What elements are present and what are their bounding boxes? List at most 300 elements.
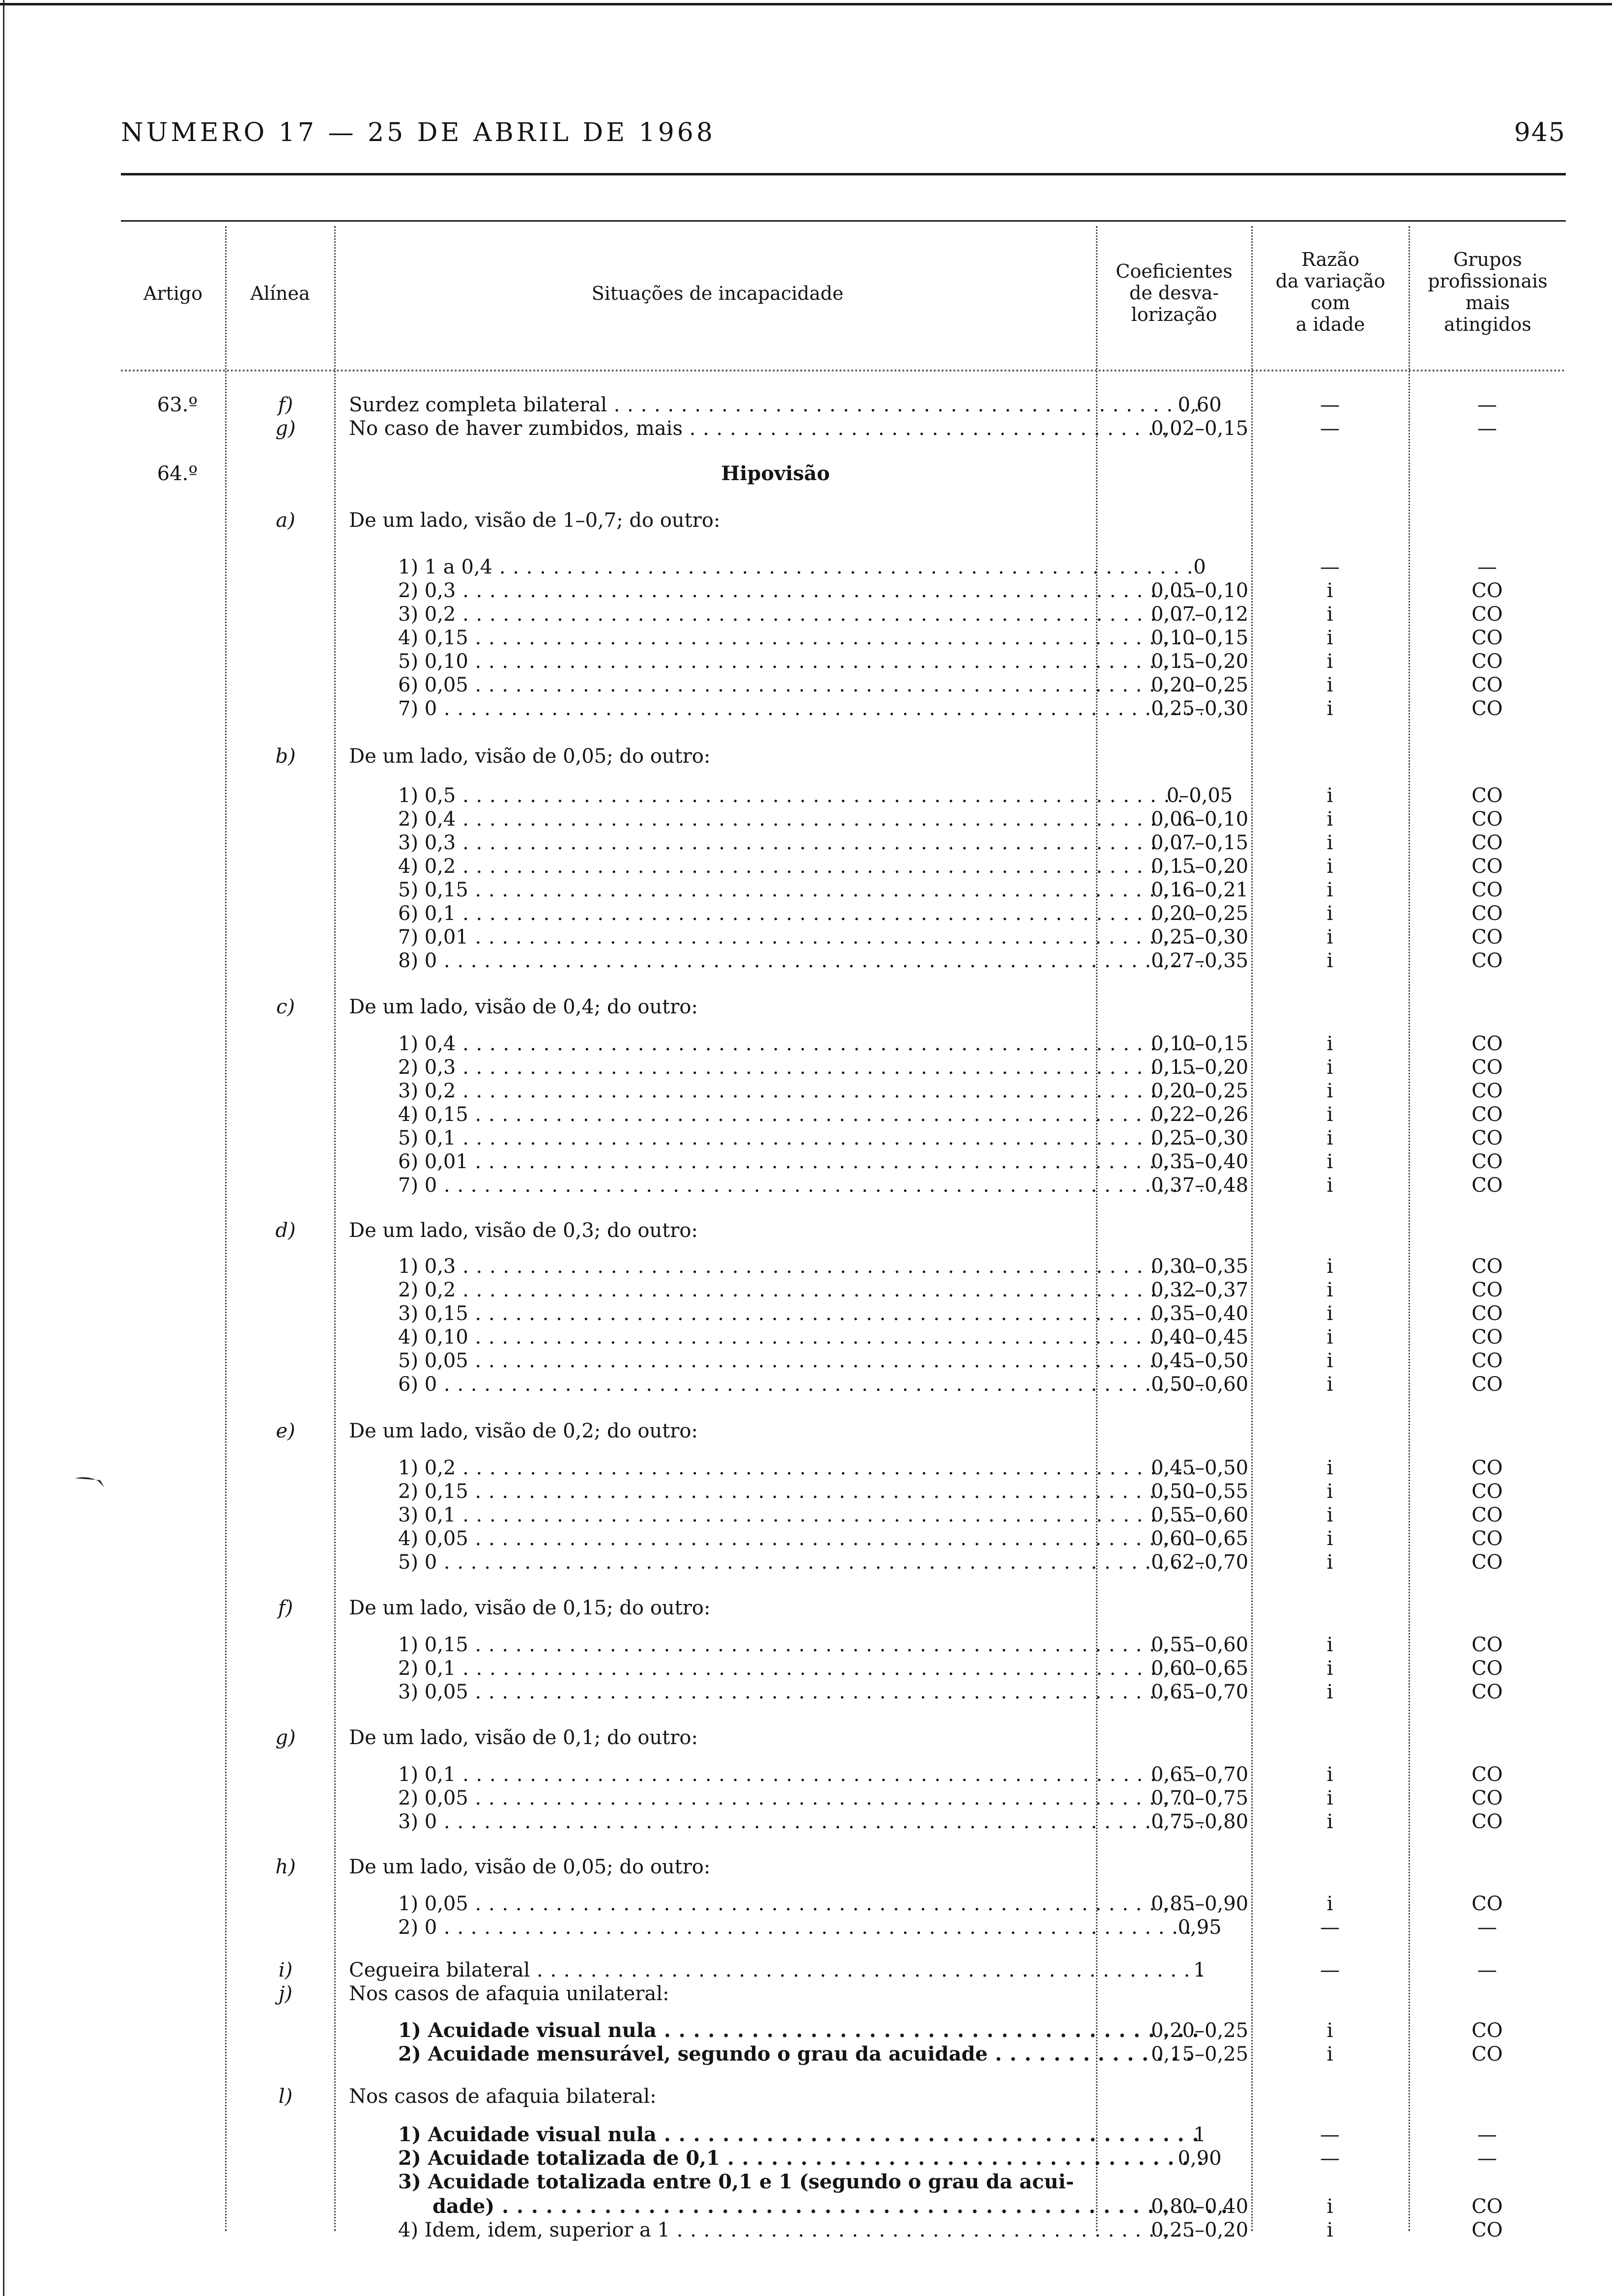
situacao-cell: 1) 0,05 . . . <box>398 1892 1202 1916</box>
razao-cell: i <box>1326 2043 1333 2066</box>
coeficiente-cell: 0,05–0,10 <box>1151 579 1249 602</box>
table-row <box>121 2195 1566 2218</box>
ink-mark <box>74 1474 108 1489</box>
situacao-cell: De um lado, visão de 0,05; do outro: <box>349 745 711 768</box>
col-header-text: Situações de incapacidade <box>591 283 844 304</box>
grupos-cell: CO <box>1471 926 1503 948</box>
table-row <box>121 995 1566 1019</box>
razao-cell: i <box>1326 1681 1333 1703</box>
table-row <box>121 417 1566 440</box>
grupos-cell: CO <box>1471 2195 1503 2218</box>
razao-cell: i <box>1326 674 1333 696</box>
table-row <box>121 2019 1566 2042</box>
situacao-cell: 1) 0,3 . . . <box>398 1255 1202 1278</box>
coeficiente-cell: 0,45–0,50 <box>1151 1349 1249 1372</box>
grupos-cell: CO <box>1471 1763 1503 1786</box>
coeficiente-cell: 0,60 <box>1178 394 1222 416</box>
situacao-cell: 2) 0,3 . . . <box>398 579 1202 603</box>
coeficiente-cell: 0,75–0,80 <box>1151 1810 1249 1833</box>
grupos-cell: CO <box>1471 579 1503 602</box>
coeficiente-cell: 0,55–0,60 <box>1151 1634 1249 1656</box>
table-row <box>121 1219 1566 1242</box>
table-row <box>121 1032 1566 1056</box>
razao-cell: — <box>1320 2147 1340 2170</box>
razao-cell: — <box>1320 1916 1340 1939</box>
situacao-cell: 3) 0,1 . . . <box>398 1503 1202 1527</box>
alinea-cell: f) <box>278 394 293 416</box>
grupos-cell: CO <box>1471 808 1503 831</box>
grupos-cell: — <box>1477 1916 1497 1939</box>
coeficiente-cell: 0,60–0,65 <box>1151 1657 1249 1680</box>
col-header-text: da variação <box>1275 270 1385 292</box>
header-title: NUMERO 17 — 25 DE ABRIL DE 1968 <box>121 118 716 147</box>
section-heading-row <box>121 462 1566 486</box>
grupos-cell: CO <box>1471 1150 1503 1173</box>
razao-cell: i <box>1326 1255 1333 1278</box>
razao-cell: i <box>1326 949 1333 972</box>
grupos-cell: CO <box>1471 832 1503 854</box>
situacao-cell: 8) 0 . . . <box>398 949 1202 973</box>
table-row <box>121 1763 1566 1786</box>
razao-cell: i <box>1326 1150 1333 1173</box>
grupos-cell: CO <box>1471 1080 1503 1102</box>
grupos-cell: CO <box>1471 855 1503 878</box>
grupos-cell: CO <box>1471 1893 1503 1915</box>
table-row <box>121 673 1566 697</box>
razao-cell: i <box>1326 808 1333 831</box>
razao-cell: i <box>1326 879 1333 901</box>
coeficiente-cell: 0,80–0,40 <box>1151 2195 1249 2218</box>
table-row <box>121 1855 1566 1879</box>
col-header-coef <box>1097 260 1251 325</box>
table-row <box>121 745 1566 768</box>
table-row <box>121 831 1566 855</box>
grupos-cell: CO <box>1471 1279 1503 1301</box>
coeficiente-cell: 0,02–0,15 <box>1151 417 1249 440</box>
alinea-cell: d) <box>275 1219 296 1242</box>
grupos-cell: CO <box>1471 1480 1503 1503</box>
coeficiente-cell: 0,15–0,20 <box>1151 855 1249 878</box>
table-row <box>121 509 1566 532</box>
situacao-cell: 3) 0,3 . . . <box>398 831 1202 855</box>
col-header-artigo <box>121 283 225 304</box>
situacao-cell: De um lado, visão de 0,05; do outro: <box>349 1856 711 1878</box>
situacao-cell: 3) 0 . . . <box>398 1810 1202 1834</box>
table-row <box>121 784 1566 807</box>
razao-cell: i <box>1326 926 1333 948</box>
situacao-cell: 3) Acuidade totalizada entre 0,1 e 1 (segundo o grau da acui- <box>398 2170 1074 2193</box>
coeficiente-cell: 0 <box>1193 556 1206 578</box>
coeficiente-cell: 0,20–0,25 <box>1151 674 1249 696</box>
col-header-text: Coeficientes <box>1116 260 1233 282</box>
razao-cell: i <box>1326 697 1333 720</box>
grupos-cell: CO <box>1471 1787 1503 1809</box>
header-rule <box>121 173 1566 175</box>
table-row <box>121 2042 1566 2066</box>
grupos-cell: CO <box>1471 1033 1503 1055</box>
table-row <box>121 1503 1566 1527</box>
grupos-cell: CO <box>1471 1349 1503 1372</box>
col-header-text: Artigo <box>143 283 203 304</box>
coeficiente-cell: 0,32–0,37 <box>1151 1279 1249 1301</box>
razao-cell: i <box>1326 784 1333 807</box>
grupos-cell: CO <box>1471 1373 1503 1396</box>
grupos-cell: CO <box>1471 1174 1503 1197</box>
situacao-cell: 1) 0,1 . . . <box>398 1763 1202 1786</box>
situacao-cell: 6) 0 . . . <box>398 1373 1202 1396</box>
coeficiente-cell: 0,07–0,12 <box>1151 603 1249 626</box>
situacao-cell: 2) Acuidade totalizada de 0,1 . . . <box>398 2147 1202 2170</box>
situacao-cell: 5) 0,1 . . . <box>398 1126 1202 1150</box>
coeficiente-cell: 0,30–0,35 <box>1151 1255 1249 1278</box>
table-row <box>121 949 1566 973</box>
grupos-cell: CO <box>1471 902 1503 925</box>
razao-cell: i <box>1326 627 1333 649</box>
table-row <box>121 1527 1566 1550</box>
situacao-cell: No caso de haver zumbidos, mais . . . <box>349 417 1202 440</box>
table-row <box>121 650 1566 673</box>
razao-cell: i <box>1326 1657 1333 1680</box>
razao-cell: i <box>1326 650 1333 673</box>
razao-cell: — <box>1320 417 1340 440</box>
col-header-situacoes <box>339 283 1096 304</box>
coeficiente-cell: 0,85–0,90 <box>1151 1893 1249 1915</box>
table-row <box>121 902 1566 925</box>
coeficiente-cell: 0,65–0,70 <box>1151 1763 1249 1786</box>
col-header-text: mais <box>1465 292 1510 314</box>
situacao-cell: 2) 0,15 . . . <box>398 1480 1202 1503</box>
situacao-cell: Nos casos de afaquia unilateral: <box>349 1982 669 2005</box>
col-header-text: Razão <box>1301 249 1359 270</box>
coeficiente-cell: 0,06–0,10 <box>1151 808 1249 831</box>
table-row <box>121 1103 1566 1126</box>
razao-cell: i <box>1326 855 1333 878</box>
coeficiente-cell: 0,65–0,70 <box>1151 1681 1249 1703</box>
table-row <box>121 1916 1566 1939</box>
table-row <box>121 697 1566 720</box>
table-row <box>121 2170 1566 2194</box>
grupos-cell: CO <box>1471 1551 1503 1574</box>
coeficiente-cell: 0,70–0,75 <box>1151 1787 1249 1809</box>
page-top-rule <box>0 3 1612 5</box>
grupos-cell: CO <box>1471 949 1503 972</box>
razao-cell: i <box>1326 2195 1333 2218</box>
razao-cell: i <box>1326 1457 1333 1479</box>
coeficiente-cell: 0,50–0,55 <box>1151 1480 1249 1503</box>
grupos-cell: CO <box>1471 784 1503 807</box>
situacao-cell: 7) 0 . . . <box>398 697 1202 720</box>
razao-cell: i <box>1326 1787 1333 1809</box>
table-row <box>121 1079 1566 1103</box>
grupos-cell: CO <box>1471 697 1503 720</box>
grupos-cell: CO <box>1471 1302 1503 1325</box>
grupos-cell: CO <box>1471 2043 1503 2066</box>
grupos-cell: CO <box>1471 1810 1503 1833</box>
coeficiente-cell: 0,15–0,20 <box>1151 1056 1249 1079</box>
grupos-cell: CO <box>1471 2219 1503 2241</box>
razao-cell: i <box>1326 1279 1333 1301</box>
table-row <box>121 1810 1566 1834</box>
situacao-cell: 7) 0,01 . . . <box>398 925 1202 949</box>
table-row <box>121 1633 1566 1657</box>
table-row <box>121 1982 1566 2006</box>
situacao-cell: Hipovisão <box>721 462 830 485</box>
table-row <box>121 626 1566 650</box>
razao-cell: i <box>1326 832 1333 854</box>
coeficiente-cell: 0,07–0,15 <box>1151 832 1249 854</box>
grupos-cell: — <box>1477 2124 1497 2146</box>
page-number: 945 <box>1514 118 1566 147</box>
situacao-cell: De um lado, visão de 0,2; do outro: <box>349 1420 698 1442</box>
razao-cell: — <box>1320 1959 1340 1981</box>
situacao-cell: 1) 1 a 0,4 . . . <box>398 555 1202 579</box>
grupos-cell: CO <box>1471 1504 1503 1526</box>
table-row <box>121 807 1566 831</box>
situacao-cell: dade) . . . <box>432 2195 1237 2218</box>
razao-cell: — <box>1320 394 1340 416</box>
situacao-cell: 5) 0,05 . . . <box>398 1349 1202 1373</box>
situacao-cell: De um lado, visão de 0,15; do outro: <box>349 1597 711 1619</box>
razao-cell: i <box>1326 1326 1333 1349</box>
situacao-cell: 7) 0 . . . <box>398 1174 1202 1197</box>
col-header-text: a idade <box>1295 314 1365 335</box>
situacao-cell: 2) 0,1 . . . <box>398 1657 1202 1680</box>
coeficiente-cell: 0,37–0,48 <box>1151 1174 1249 1197</box>
situacao-cell: 2) 0,4 . . . <box>398 807 1202 831</box>
table-row <box>121 855 1566 878</box>
grupos-cell: CO <box>1471 1681 1503 1703</box>
razao-cell: i <box>1326 1080 1333 1102</box>
razao-cell: — <box>1320 556 1340 578</box>
col-header-text: de desva- <box>1129 282 1219 304</box>
situacao-cell: 5) 0,10 . . . <box>398 650 1202 673</box>
alinea-cell: b) <box>275 745 296 768</box>
razao-cell: i <box>1326 1174 1333 1197</box>
situacao-cell: 1) Acuidade visual nula . . . <box>398 2019 1202 2042</box>
artigo-cell: 63.º <box>157 394 198 416</box>
coeficiente-cell: 0,35–0,40 <box>1151 1302 1249 1325</box>
col-header-text: Alínea <box>250 283 310 304</box>
coeficiente-cell: 1 <box>1193 1959 1206 1981</box>
alinea-cell: l) <box>278 2085 293 2108</box>
razao-cell: i <box>1326 1373 1333 1396</box>
grupos-cell: CO <box>1471 603 1503 626</box>
table-row <box>121 579 1566 603</box>
col-header-text: Grupos <box>1453 249 1522 270</box>
grupos-cell: CO <box>1471 1127 1503 1149</box>
col-header-text: profissionais <box>1428 270 1548 292</box>
situacao-cell: 2) 0,05 . . . <box>398 1786 1202 1810</box>
coeficiente-cell: 0,25–0,30 <box>1151 926 1249 948</box>
alinea-cell: c) <box>276 996 295 1018</box>
grupos-cell: — <box>1477 1959 1497 1981</box>
grupos-cell: CO <box>1471 1457 1503 1479</box>
razao-cell: i <box>1326 1103 1333 1126</box>
table-row <box>121 1680 1566 1704</box>
alinea-cell: g) <box>275 1726 296 1749</box>
coeficiente-cell: 0,40–0,45 <box>1151 1326 1249 1349</box>
grupos-cell: CO <box>1471 1657 1503 1680</box>
razao-cell: i <box>1326 603 1333 626</box>
alinea-cell: a) <box>276 509 295 532</box>
coeficiente-cell: 0,35–0,40 <box>1151 1150 1249 1173</box>
situacao-cell: 4) 0,15 . . . <box>398 626 1202 650</box>
table-row <box>121 603 1566 626</box>
razao-cell: i <box>1326 1480 1333 1503</box>
header-separator <box>121 370 1566 372</box>
grupos-cell: CO <box>1471 1634 1503 1656</box>
coeficiente-cell: 0,50–0,60 <box>1151 1373 1249 1396</box>
table-row <box>121 2123 1566 2147</box>
page-header <box>121 118 1566 157</box>
col-header-text: atingidos <box>1444 314 1531 335</box>
situacao-cell: 1) 0,5 . . . <box>398 784 1202 807</box>
table-row <box>121 1596 1566 1620</box>
grupos-cell: — <box>1477 394 1497 416</box>
razao-cell: i <box>1326 1056 1333 1079</box>
situacao-cell: Surdez completa bilateral . . . <box>349 393 1202 417</box>
table-row <box>121 1255 1566 1278</box>
table-row <box>121 1550 1566 1574</box>
grupos-cell: — <box>1477 2147 1497 2170</box>
alinea-cell: i) <box>278 1959 293 1981</box>
situacao-cell: 1) 0,4 . . . <box>398 1032 1202 1056</box>
situacao-cell: 5) 0 . . . <box>398 1550 1202 1574</box>
razao-cell: i <box>1326 2219 1333 2241</box>
grupos-cell: CO <box>1471 1326 1503 1349</box>
coeficiente-cell: 0,95 <box>1178 1916 1222 1939</box>
table-row <box>121 1150 1566 1174</box>
table-row <box>121 2218 1566 2242</box>
coeficiente-cell: 0,45–0,50 <box>1151 1457 1249 1479</box>
coeficiente-cell: 0,16–0,21 <box>1151 879 1249 901</box>
table-row <box>121 555 1566 579</box>
situacao-cell: De um lado, visão de 0,1; do outro: <box>349 1726 698 1749</box>
grupos-cell: CO <box>1471 1056 1503 1079</box>
table-row <box>121 2085 1566 2108</box>
coeficiente-cell: 0,15–0,20 <box>1151 650 1249 673</box>
razao-cell: i <box>1326 579 1333 602</box>
artigo-cell: 64.º <box>157 462 198 485</box>
grupos-cell: CO <box>1471 2019 1503 2042</box>
alinea-cell: f) <box>278 1597 293 1619</box>
table-row <box>121 1174 1566 1197</box>
situacao-cell: 6) 0,01 . . . <box>398 1150 1202 1174</box>
situacao-cell: 3) 0,05 . . . <box>398 1680 1202 1704</box>
razao-cell: i <box>1326 1127 1333 1149</box>
situacao-cell: 2) 0,3 . . . <box>398 1056 1202 1079</box>
situacao-cell: 3) 0,2 . . . <box>398 603 1202 626</box>
situacao-cell: 1) 0,15 . . . <box>398 1633 1202 1657</box>
table-row <box>121 1278 1566 1302</box>
coeficiente-cell: 0,20–0,25 <box>1151 2019 1249 2042</box>
razao-cell: i <box>1326 1349 1333 1372</box>
coeficiente-cell: 0,60–0,65 <box>1151 1527 1249 1550</box>
col-header-text: com <box>1310 292 1351 314</box>
table-row <box>121 1126 1566 1150</box>
razao-cell: — <box>1320 2124 1340 2146</box>
coeficiente-cell: 0,25–0,30 <box>1151 697 1249 720</box>
razao-cell: i <box>1326 902 1333 925</box>
situacao-cell: 2) Acuidade mensurável, segundo o grau da acuidade . . . <box>398 2042 1202 2066</box>
razao-cell: i <box>1326 1504 1333 1526</box>
col-header-grupos <box>1410 249 1566 335</box>
table-row <box>121 1480 1566 1503</box>
table-row <box>121 1325 1566 1349</box>
table-row <box>121 1657 1566 1680</box>
situacao-cell: 4) 0,15 . . . <box>398 1103 1202 1126</box>
coeficiente-cell: 0,10–0,15 <box>1151 627 1249 649</box>
alinea-cell: e) <box>276 1420 295 1442</box>
alinea-cell: j) <box>278 1982 292 2005</box>
col-header-razao <box>1252 249 1409 335</box>
razao-cell: i <box>1326 1893 1333 1915</box>
situacao-cell: 4) Idem, idem, superior a 1 . . . <box>398 2218 1202 2242</box>
razao-cell: i <box>1326 1033 1333 1055</box>
coeficiente-cell: 0,62–0,70 <box>1151 1551 1249 1574</box>
situacao-cell: Cegueira bilateral . . . <box>349 1958 1202 1982</box>
coeficiente-cell: 0,55–0,60 <box>1151 1504 1249 1526</box>
grupos-cell: CO <box>1471 1527 1503 1550</box>
coeficiente-cell: 0,22–0,26 <box>1151 1103 1249 1126</box>
coeficiente-cell: 1 <box>1193 2124 1206 2146</box>
situacao-cell: 6) 0,05 . . . <box>398 673 1202 697</box>
situacao-cell: De um lado, visão de 0,4; do outro: <box>349 996 698 1018</box>
situacao-cell: 6) 0,1 . . . <box>398 902 1202 925</box>
razao-cell: i <box>1326 2019 1333 2042</box>
table-row <box>121 1056 1566 1079</box>
razao-cell: i <box>1326 1527 1333 1550</box>
coeficiente-cell: 0,20–0,25 <box>1151 1080 1249 1102</box>
situacao-cell: 1) Acuidade visual nula . . . <box>398 2123 1202 2147</box>
grupos-cell: CO <box>1471 650 1503 673</box>
col-header-text: lorização <box>1131 304 1217 325</box>
table-row <box>121 1349 1566 1373</box>
coeficiente-cell: 0,27–0,35 <box>1151 949 1249 972</box>
alinea-cell: g) <box>275 417 296 440</box>
table-row <box>121 1302 1566 1325</box>
page-left-edge <box>3 0 4 2296</box>
coeficiente-cell: 0,25–0,20 <box>1151 2219 1249 2241</box>
situacao-cell: 4) 0,10 . . . <box>398 1325 1202 1349</box>
table-row <box>121 1958 1566 1982</box>
grupos-cell: CO <box>1471 1103 1503 1126</box>
situacao-cell: 4) 0,2 . . . <box>398 855 1202 878</box>
grupos-cell: — <box>1477 556 1497 578</box>
table-row <box>121 1373 1566 1396</box>
grupos-cell: CO <box>1471 1255 1503 1278</box>
table-row <box>121 1419 1566 1443</box>
table-row <box>121 1726 1566 1750</box>
coeficiente-cell: 0,15–0,25 <box>1151 2043 1249 2066</box>
table-row <box>121 878 1566 902</box>
coeficiente-cell: 0,25–0,30 <box>1151 1127 1249 1149</box>
table-row <box>121 1892 1566 1916</box>
coeficiente-cell: 0–0,05 <box>1166 784 1233 807</box>
situacao-cell: 5) 0,15 . . . <box>398 878 1202 902</box>
situacao-cell: 2) 0 . . . <box>398 1916 1202 1939</box>
situacao-cell: 1) 0,2 . . . <box>398 1456 1202 1480</box>
situacao-cell: 3) 0,2 . . . <box>398 1079 1202 1103</box>
table-top-rule <box>121 220 1566 222</box>
coeficiente-cell: 0,10–0,15 <box>1151 1033 1249 1055</box>
situacao-cell: De um lado, visão de 0,3; do outro: <box>349 1219 698 1242</box>
table-row <box>121 393 1566 417</box>
razao-cell: i <box>1326 1810 1333 1833</box>
grupos-cell: CO <box>1471 627 1503 649</box>
situacao-cell: 2) 0,2 . . . <box>398 1278 1202 1302</box>
col-header-alinea <box>226 283 334 304</box>
